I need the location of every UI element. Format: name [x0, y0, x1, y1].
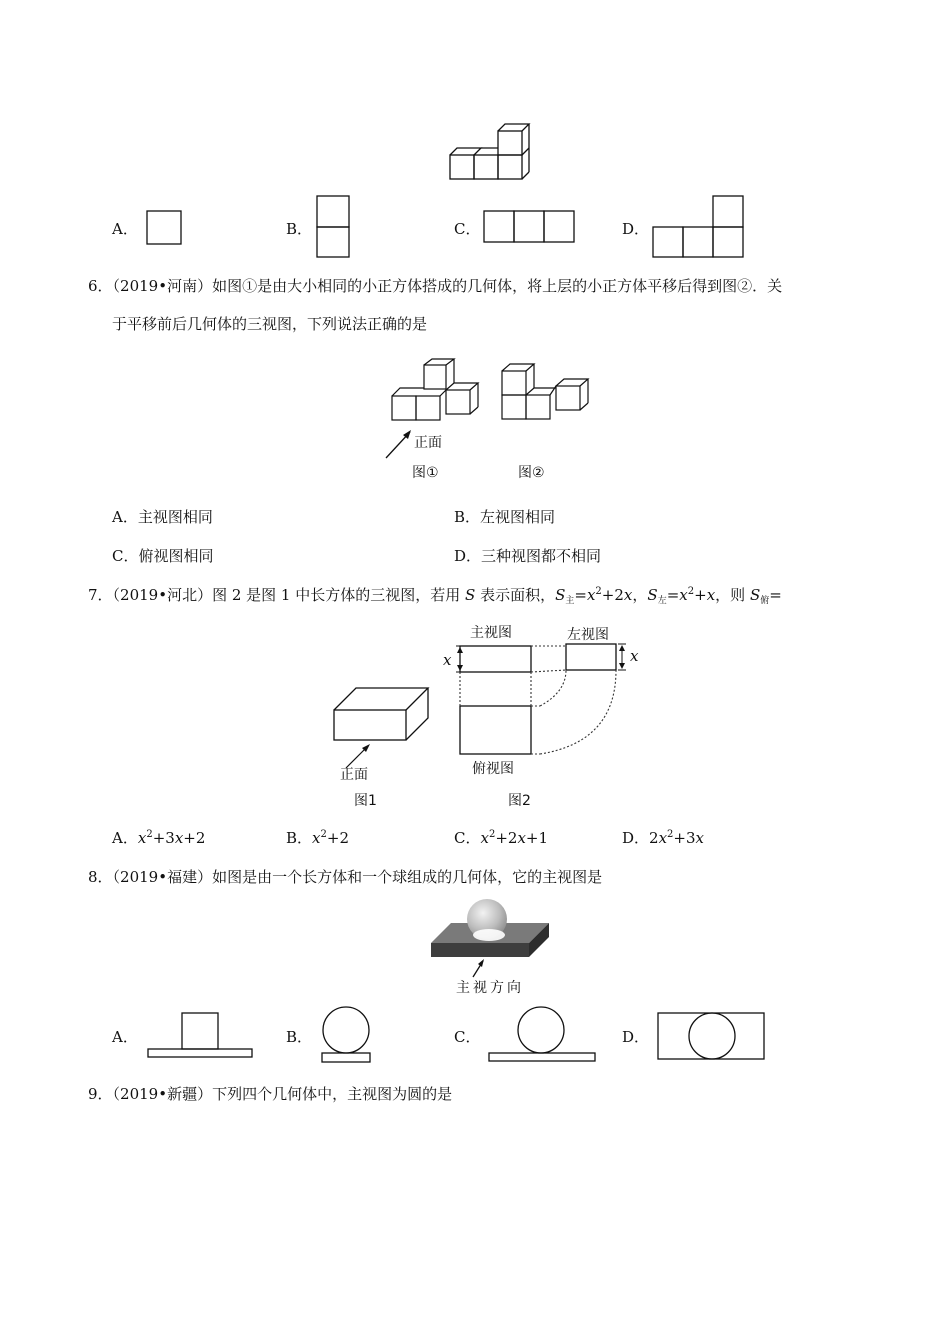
q8-option-a-label[interactable]: A．: [112, 1028, 138, 1046]
q7-x-label-left: x: [630, 647, 639, 665]
q8-stem: 8．（2019•福建）如图是由一个长方体和一个球组成的几何体，它的主视图是: [88, 868, 603, 886]
q5-option-b-figure[interactable]: [316, 195, 350, 259]
q8-option-b-label[interactable]: B．: [286, 1028, 313, 1046]
q9-stem: 9．（2019•新疆）下列四个几何体中，主视图为圆的是: [88, 1085, 453, 1103]
q6-stem-line2: 于平移前后几何体的三视图，下列说法正确的是: [112, 315, 428, 333]
q7-option-a[interactable]: A．$x^2+3x+2$: [112, 829, 206, 847]
q6-option-a[interactable]: A．主视图相同: [112, 508, 213, 526]
q6-option-c[interactable]: C．俯视图相同: [112, 547, 214, 565]
q7-option-b[interactable]: B．$x^2+2$: [286, 829, 349, 847]
q7-fig1-label: 图1: [354, 793, 377, 809]
q9-source: （2019•新疆）: [112, 1085, 213, 1103]
q8-option-b-figure[interactable]: [318, 1006, 374, 1066]
q5-option-c-figure[interactable]: [483, 210, 577, 244]
q9-number: 9．: [88, 1085, 113, 1103]
q6-front-label: 正面: [414, 435, 442, 451]
q7-fig2-label: 图2: [508, 793, 531, 809]
q7-main-view-label: 主视图: [470, 625, 512, 641]
q6-fig1-label: 图①: [412, 465, 439, 481]
q8-option-c-label[interactable]: C．: [454, 1028, 481, 1046]
q7-number: 7．: [88, 586, 113, 604]
q8-number: 8．: [88, 868, 113, 886]
q5-option-d-figure[interactable]: [652, 195, 746, 259]
q7-front-label: 正面: [340, 767, 368, 783]
q7-x-label-main: x: [443, 651, 452, 669]
q6-text-line1: 如图①是由大小相同的小正方体搭成的几何体，将上层的小正方体平移后得到图②．关: [212, 277, 783, 295]
q7-source: （2019•河北）: [112, 586, 213, 604]
q5-solid-figure: [440, 118, 540, 188]
q6-option-d[interactable]: D．三种视图都不相同: [454, 547, 602, 565]
q6-number: 6．: [88, 277, 113, 295]
q7-stem: 7．（2019•河北）图 2 是图 1 中长方体的三视图，若用 S 表示面积，$S_主=x^2+2x$，$S_左=x^2+x$，则 $S_俯=$: [88, 586, 782, 606]
q6-option-b[interactable]: B．左视图相同: [454, 508, 556, 526]
q7-figure: [320, 612, 660, 812]
q6-source: （2019•河南）: [112, 277, 213, 295]
q7-top-view-label: 俯视图: [472, 761, 514, 777]
q7-option-c[interactable]: C．$x^2+2x+1$: [454, 829, 549, 847]
q5-option-a-figure[interactable]: [146, 210, 182, 246]
q5-option-c-label[interactable]: C．: [454, 220, 481, 238]
q8-option-d-label[interactable]: D．: [622, 1028, 650, 1046]
q5-option-b-label[interactable]: B．: [286, 220, 313, 238]
q6-stem-line1: [88, 276, 782, 296]
q8-option-c-figure[interactable]: [486, 1006, 598, 1066]
q8-direction-label: 主视方向: [456, 980, 524, 996]
q6-fig2-label: 图②: [518, 465, 545, 481]
q8-source: （2019•福建）: [112, 868, 213, 886]
q5-option-a-label[interactable]: A．: [112, 220, 138, 238]
q8-figure: [425, 895, 555, 985]
q8-option-a-figure[interactable]: [146, 1012, 256, 1060]
q5-option-d-label[interactable]: D．: [622, 220, 650, 238]
q8-option-d-figure[interactable]: [656, 1011, 768, 1063]
q7-option-d[interactable]: D．$2x^2+3x$: [622, 829, 705, 847]
q7-left-view-label: 左视图: [567, 627, 609, 643]
